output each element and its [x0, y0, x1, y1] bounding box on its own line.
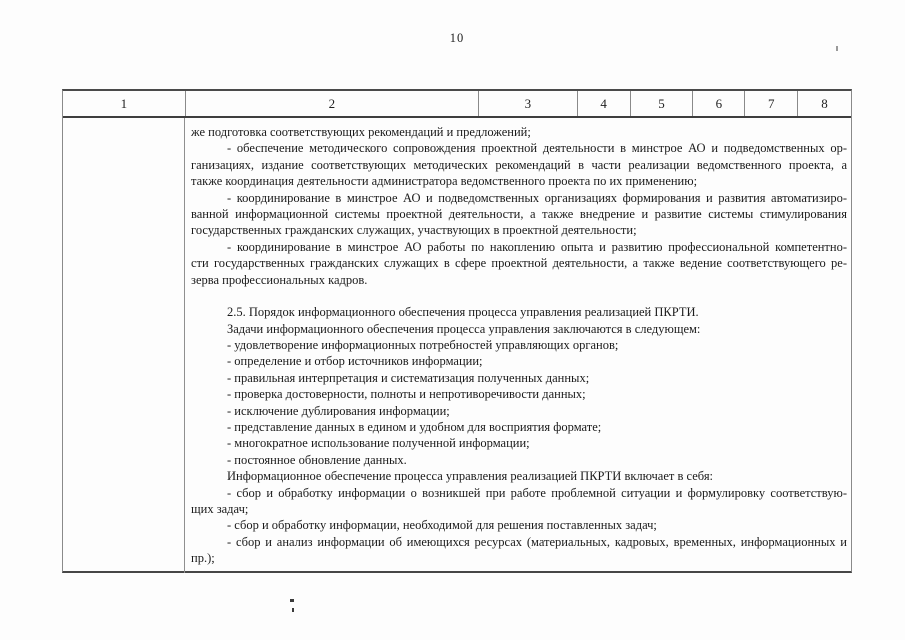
text-line: пр.);	[191, 551, 215, 566]
text-line: ванной информационной системы проектной деятельности, а также внедрение и развитие системы стимулирования	[191, 206, 847, 221]
text-line: - удовлетворение информационных потребностей управляющих органов;	[227, 338, 619, 353]
text-line: щих задач;	[191, 501, 249, 516]
text-line: - исключение дублирования информации;	[227, 403, 450, 418]
header-cell-4: 4	[577, 91, 630, 116]
text-line: - многократное использование полученной информации;	[227, 436, 530, 451]
text-line: - правильная интерпретация и систематизация полученных данных;	[227, 370, 590, 385]
scan-speck	[290, 599, 294, 602]
text-line: - координирование в минстрое АО и подведомственных организациях формирования и развития автоматизиро-	[227, 190, 847, 205]
body-text	[185, 118, 851, 573]
text-line: зерва профессиональных кадров.	[191, 272, 368, 287]
header-cell-6: 6	[692, 91, 744, 116]
text-line: - постоянное обновление данных.	[227, 452, 407, 467]
page-number: 10	[449, 31, 465, 45]
text-line: - представление данных в едином и удобном для восприятия формате;	[227, 420, 602, 435]
scan-speck	[836, 46, 838, 51]
text-line: - сбор и обработку информации, необходимой для решения поставленных задач;	[227, 518, 657, 533]
text-line: - определение и отбор источников информации;	[227, 354, 483, 369]
header-cell-5: 5	[630, 91, 693, 116]
text-line: также координация деятельности администратора ведомственного проекта по их применению;	[191, 174, 698, 189]
text-line: - сбор и обработку информации о возникшей при работе проблемной ситуации и формулировку соответствую-	[227, 485, 847, 500]
text-line: Информационное обеспечение процесса управления реализацией ПКРТИ включает в себя:	[227, 469, 714, 484]
text-line: - проверка достоверности, полноты и непротиворечивости данных;	[227, 387, 586, 402]
text-line: сти государственных гражданских служащих в сфере проектной деятельности, а также ведение соответствующего ре-	[191, 256, 847, 271]
header-cell-3: 3	[478, 91, 577, 116]
header-cell-8: 8	[797, 91, 851, 116]
scan-speck	[292, 608, 294, 612]
text-line: ганизациях, издание соответствующих методических рекомендаций в части реализации ведомственного проекта, а	[191, 157, 847, 172]
text-line: Задачи информационного обеспечения процесса управления заключаются в следующем:	[227, 321, 701, 336]
text-line: же подготовка соответствующих рекомендаций и предложений;	[191, 125, 531, 139]
text-line	[191, 288, 847, 304]
header-cell-1: 1	[120, 96, 128, 111]
text-line: - сбор и анализ информации об имеющихся ресурсах (материальных, кадровых, временных, информационных и	[227, 534, 847, 549]
text-line: - обеспечение методического сопровождения проектной деятельности в минстрое АО и подведомственных ор-	[227, 141, 847, 156]
content-table	[62, 89, 852, 573]
text-line: государственных гражданских служащих, участвующих в проектной деятельности;	[191, 223, 637, 238]
table-header-row	[63, 91, 851, 118]
table-body-row	[63, 118, 851, 573]
header-cell-7: 7	[744, 91, 797, 116]
text-line: - координирование в минстрое АО работы по накоплению опыта и развитию профессиональной компетентно-	[227, 239, 847, 254]
text-line: 2.5. Порядок информационного обеспечения процесса управления реализацией ПКРТИ.	[227, 305, 699, 320]
header-cell-2: 2	[185, 91, 478, 116]
body-cell-column1	[63, 118, 185, 573]
